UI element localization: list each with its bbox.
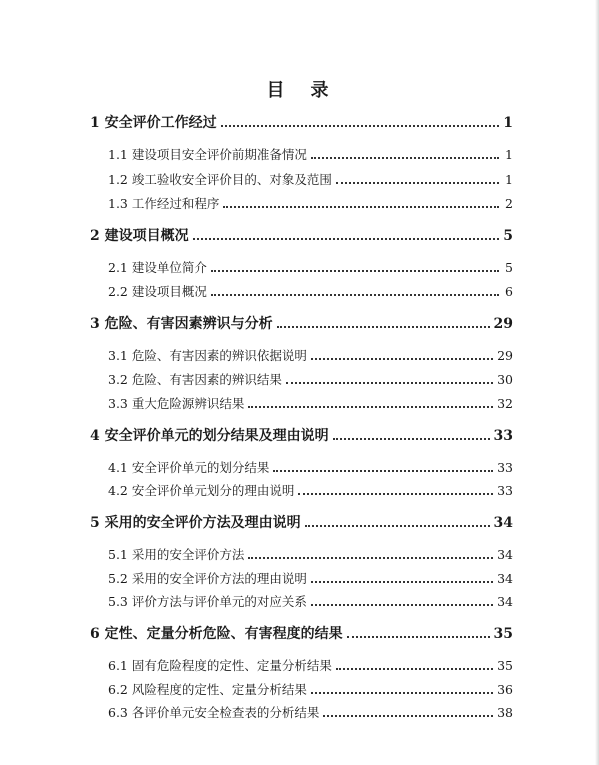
toc-page-number: 5: [503, 228, 513, 244]
dot-leader: [286, 382, 493, 384]
toc-page-number: 34: [497, 547, 513, 562]
toc-title: 目 录: [266, 80, 333, 101]
toc-section-4-2[interactable]: [108, 481, 513, 499]
dot-leader: [221, 125, 499, 127]
dot-leader: [277, 326, 490, 328]
toc-page-number: 1: [505, 172, 513, 187]
toc-page-number: 29: [493, 316, 513, 332]
toc-entry-label: 1.2 竣工验收安全评价目的、对象及范围: [108, 172, 332, 187]
toc-page-number: 35: [493, 626, 513, 642]
toc-entry-label: 6.1 固有危险程度的定性、定量分析结果: [108, 658, 332, 673]
toc-entry-label: 1.1 建设项目安全评价前期准备情况: [108, 147, 307, 162]
toc-entry-label: 5.3 评价方法与评价单元的对应关系: [108, 594, 307, 609]
toc-chapter-5[interactable]: [90, 512, 513, 532]
toc-section-3-2[interactable]: [108, 370, 513, 388]
toc-page-number: 32: [497, 396, 513, 411]
toc-section-4-1[interactable]: [108, 458, 513, 476]
toc-page-number: 1: [503, 115, 513, 131]
toc-chapter-6[interactable]: [90, 623, 513, 643]
toc-section-5-2[interactable]: [108, 569, 513, 587]
dot-leader: [323, 715, 493, 717]
toc-section-3-3[interactable]: [108, 394, 513, 412]
toc-page-number: 38: [497, 705, 513, 720]
toc-entry-label: 2.2 建设项目概况: [108, 284, 207, 299]
dot-leader: [311, 581, 493, 583]
toc-page-number: 30: [497, 372, 513, 387]
dot-leader: [298, 493, 493, 495]
toc-section-1-3[interactable]: [108, 194, 513, 212]
toc-page-number: 29: [497, 348, 513, 363]
dot-leader: [333, 438, 490, 440]
toc-entry-label: 3.2 危险、有害因素的辨识结果: [108, 372, 282, 387]
toc-entry-label: 3 危险、有害因素辨识与分析: [90, 316, 273, 332]
dot-leader: [305, 525, 490, 527]
toc-entry-label: 1 安全评价工作经过: [90, 115, 217, 131]
dot-leader: [311, 358, 493, 360]
dot-leader: [211, 294, 499, 296]
toc-page-number: 36: [497, 682, 513, 697]
toc-entry-label: 4.1 安全评价单元的划分结果: [108, 460, 270, 475]
toc-entry-label: 6.3 各评价单元安全检查表的分析结果: [108, 705, 320, 720]
toc-entry-label: 6 定性、定量分析危险、有害程度的结果: [90, 626, 343, 642]
toc-section-2-2[interactable]: [108, 282, 513, 300]
dot-leader: [311, 604, 493, 606]
toc-section-3-1[interactable]: [108, 346, 513, 364]
dot-leader: [223, 206, 499, 208]
dot-leader: [336, 182, 499, 184]
toc-page-number: 34: [493, 515, 513, 531]
toc-entry-label: 6.2 风险程度的定性、定量分析结果: [108, 682, 307, 697]
toc-section-6-2[interactable]: [108, 680, 513, 698]
toc-entry-label: 3.1 危险、有害因素的辨识依据说明: [108, 348, 307, 363]
toc-entry-label: 2.1 建设单位简介: [108, 260, 207, 275]
toc-entry-label: 1.3 工作经过和程序: [108, 196, 220, 211]
toc-section-6-3[interactable]: [108, 703, 513, 721]
toc-page-number: 33: [497, 483, 513, 498]
dot-leader: [193, 238, 499, 240]
toc-entry-label: 4 安全评价单元的划分结果及理由说明: [90, 428, 329, 444]
toc-entry-label: 5.2 采用的安全评价方法的理由说明: [108, 571, 307, 586]
toc-section-1-2[interactable]: [108, 170, 513, 188]
dot-leader: [347, 636, 490, 638]
toc-entry-label: 5.1 采用的安全评价方法: [108, 547, 245, 562]
toc-page-number: 34: [497, 594, 513, 609]
toc-entry-label: 3.3 重大危险源辨识结果: [108, 396, 245, 411]
toc-chapter-3[interactable]: [90, 313, 513, 333]
toc-section-5-3[interactable]: [108, 592, 513, 610]
toc-entry-label: 5 采用的安全评价方法及理由说明: [90, 515, 301, 531]
toc-section-1-1[interactable]: [108, 145, 513, 163]
toc-entry-label: 2 建设项目概况: [90, 228, 189, 244]
toc-chapter-4[interactable]: [90, 425, 513, 445]
toc-page-number: 5: [505, 260, 513, 275]
toc-section-2-1[interactable]: [108, 258, 513, 276]
toc-page-number: 35: [497, 658, 513, 673]
dot-leader: [336, 668, 493, 670]
toc-chapter-2[interactable]: [90, 225, 513, 245]
toc-entry-label: 4.2 安全评价单元划分的理由说明: [108, 483, 295, 498]
toc-section-6-1[interactable]: [108, 656, 513, 674]
toc-page-number: 6: [505, 284, 513, 299]
dot-leader: [248, 557, 493, 559]
toc-page-number: 33: [497, 460, 513, 475]
toc-page-number: 34: [497, 571, 513, 586]
dot-leader: [211, 270, 499, 272]
dot-leader: [248, 406, 493, 408]
dot-leader: [311, 157, 499, 159]
dot-leader: [273, 470, 493, 472]
dot-leader: [311, 692, 493, 694]
toc-section-5-1[interactable]: [108, 545, 513, 563]
toc-page-number: 2: [505, 196, 513, 211]
toc-page-number: 33: [493, 428, 513, 444]
toc-chapter-1[interactable]: [90, 112, 513, 132]
toc-page-number: 1: [505, 147, 513, 162]
